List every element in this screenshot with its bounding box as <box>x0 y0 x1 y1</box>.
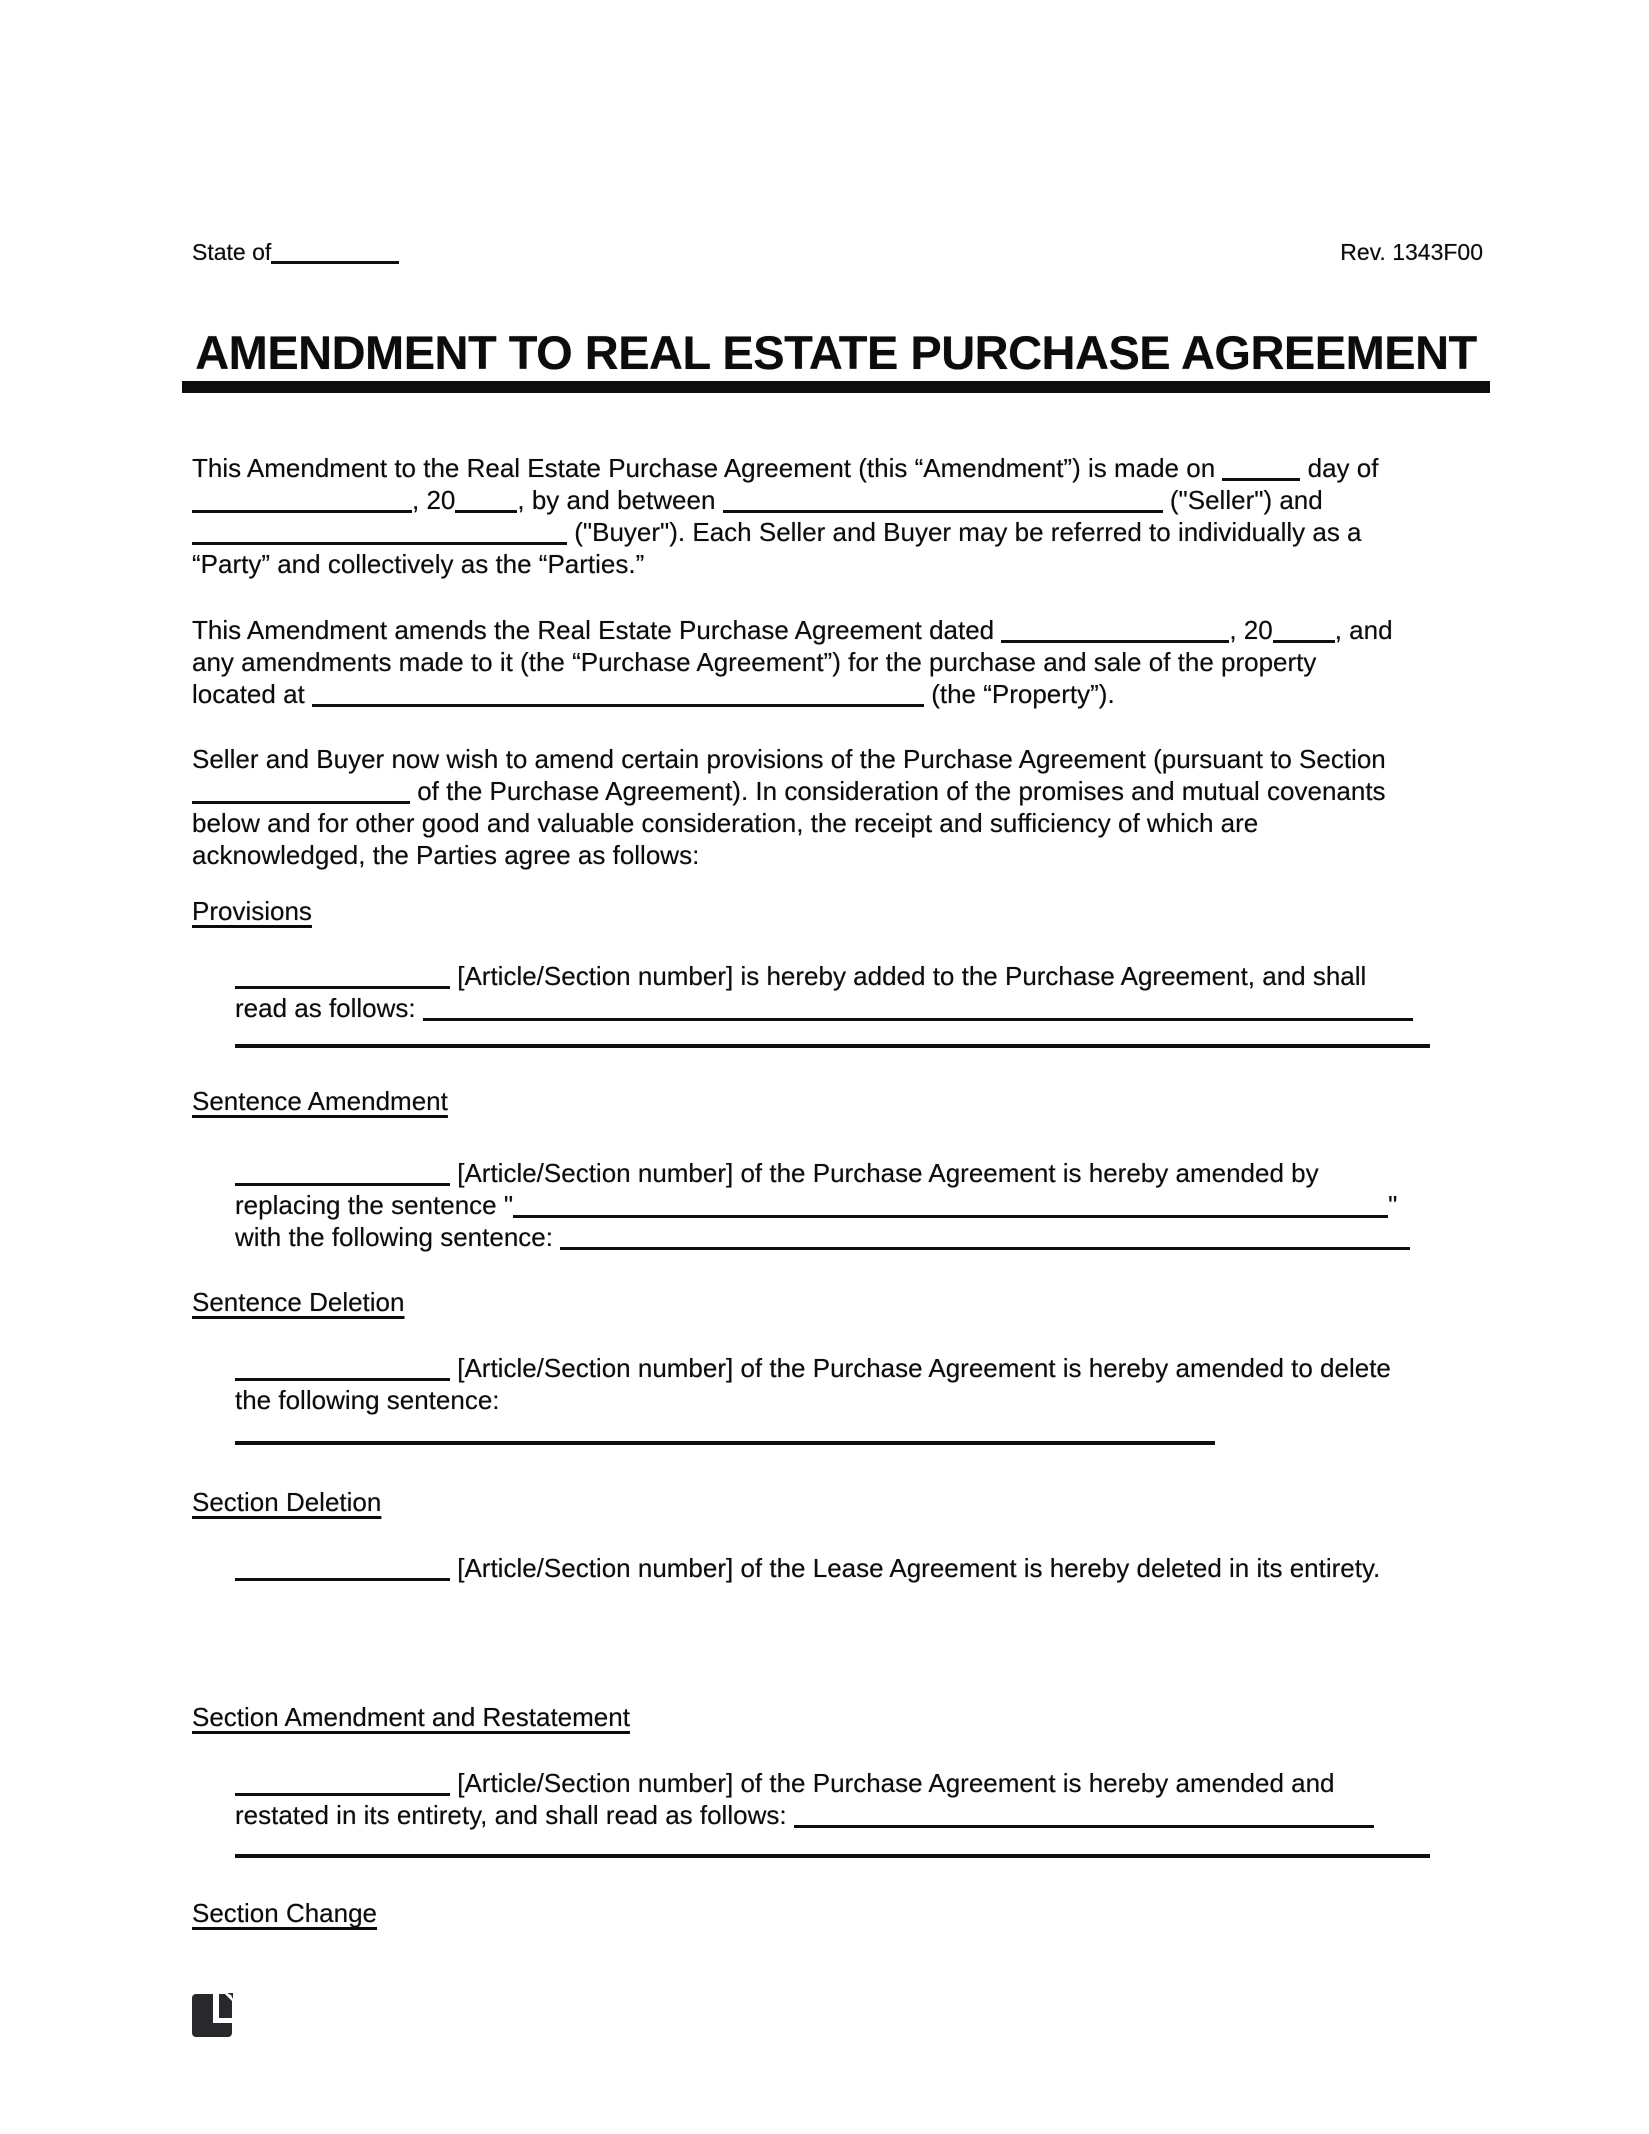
paragraph-line <box>192 743 1386 775</box>
paragraph-line <box>192 646 1393 678</box>
paragraph-line <box>192 548 1378 580</box>
text-run: located at <box>192 679 312 709</box>
text-run: ("Buyer"). Each Seller and Buyer may be referred to individually as a <box>567 517 1362 547</box>
provisions-writein-line <box>235 1044 1430 1048</box>
text-run: [Article/Section number] is hereby added to the Purchase Agreement, and shall <box>450 961 1367 991</box>
text-run: restated in its entirety, and shall read as follows: <box>235 1800 794 1830</box>
section-deletion-heading: Section Deletion <box>192 1487 382 1517</box>
text-run: [Article/Section number] of the Purchase Agreement is hereby amended and <box>450 1768 1335 1798</box>
paragraph-line <box>192 775 1386 807</box>
amends-paragraph <box>192 614 1393 710</box>
section-deletion-paragraph <box>235 1552 1380 1584</box>
paragraph-line <box>235 1221 1410 1253</box>
text-run: , by and between <box>517 485 723 515</box>
paragraph-line <box>192 516 1378 548</box>
text-run: , 20 <box>1229 615 1273 645</box>
blank-fill-in-line <box>1273 630 1335 643</box>
text-run: any amendments made to it (the “Purchase Agreement”) for the purchase and sale of the property <box>192 647 1317 677</box>
state-of-label: State of <box>192 239 272 265</box>
blank-fill-in-line <box>560 1237 1410 1250</box>
text-run: replacing the sentence " <box>235 1190 514 1220</box>
text-run: “Party” and collectively as the “Parties.” <box>192 549 645 579</box>
text-run: with the following sentence: <box>235 1222 561 1252</box>
provisions-paragraph <box>235 960 1413 1024</box>
blank-fill-in-line <box>513 1205 1388 1218</box>
paragraph-line <box>235 1767 1374 1799</box>
state-of-field <box>192 238 399 266</box>
paragraph-line <box>235 992 1413 1024</box>
blank-fill-in-line <box>723 500 1163 513</box>
blank-fill-in-line <box>235 1568 450 1581</box>
text-run: " <box>1388 1190 1398 1220</box>
paragraph-line <box>235 1552 1380 1584</box>
provisions-heading: Provisions <box>192 896 312 926</box>
blank-fill-in-line <box>235 1783 450 1796</box>
sentence-deletion-heading: Sentence Deletion <box>192 1287 405 1317</box>
text-run: , 20 <box>412 485 456 515</box>
paragraph-line <box>235 1352 1391 1384</box>
paragraph-line <box>192 484 1378 516</box>
paragraph-line <box>235 960 1413 992</box>
paragraph-line <box>235 1157 1410 1189</box>
blank-fill-in-line <box>312 694 924 707</box>
intro-paragraph <box>192 452 1378 580</box>
section-change-heading: Section Change <box>192 1898 378 1928</box>
section-amendment-restatement-paragraph <box>235 1767 1374 1831</box>
sentence-amendment-heading: Sentence Amendment <box>192 1086 448 1116</box>
section-amendment-restatement-writein-line <box>235 1854 1430 1858</box>
sentence-amendment-paragraph <box>235 1157 1410 1253</box>
blank-fill-in-line <box>423 1008 1413 1021</box>
blank-fill-in-line <box>192 532 567 545</box>
paragraph-line <box>192 807 1386 839</box>
text-run: This Amendment to the Real Estate Purchase Agreement (this “Amendment”) is made on <box>192 453 1223 483</box>
blank-fill-in-line <box>235 1368 450 1381</box>
text-run: of the Purchase Agreement). In consideration of the promises and mutual covenants <box>410 776 1386 806</box>
blank-fill-in-line <box>235 976 450 989</box>
paragraph-line <box>192 614 1393 646</box>
text-run: the following sentence: <box>235 1385 500 1415</box>
paragraph-line <box>192 452 1378 484</box>
text-run: day of <box>1300 453 1379 483</box>
paragraph-line <box>192 678 1393 710</box>
blank-fill-in-line <box>235 1173 450 1186</box>
text-run: below and for other good and valuable consideration, the receipt and sufficiency of which are <box>192 808 1259 838</box>
state-blank-line <box>271 251 399 264</box>
blank-fill-in-line <box>1001 630 1229 643</box>
blank-fill-in-line <box>794 1815 1374 1828</box>
section-amendment-restatement-heading: Section Amendment and Restatement <box>192 1702 630 1732</box>
paragraph-line <box>235 1384 1391 1416</box>
revision-label: Rev. 1343F00 <box>1340 239 1483 265</box>
text-run: (the “Property”). <box>923 679 1115 709</box>
recitals-paragraph <box>192 743 1386 871</box>
paragraph-line <box>192 839 1386 871</box>
sentence-deletion-paragraph <box>235 1352 1391 1416</box>
text-run: [Article/Section number] of the Purchase Agreement is hereby amended to delete <box>450 1353 1391 1383</box>
blank-fill-in-line <box>455 500 517 513</box>
text-run: ("Seller") and <box>1162 485 1323 515</box>
blank-fill-in-line <box>1222 468 1300 481</box>
blank-fill-in-line <box>192 791 410 804</box>
sentence-deletion-writein-line <box>235 1441 1215 1445</box>
text-run: read as follows: <box>235 993 423 1023</box>
document-title: AMENDMENT TO REAL ESTATE PURCHASE AGREEMENT <box>195 326 1477 379</box>
text-run: This Amendment amends the Real Estate Purchase Agreement dated <box>192 615 1002 645</box>
blank-fill-in-line <box>192 500 412 513</box>
page-header <box>192 238 1483 266</box>
text-run: [Article/Section number] of the Purchase Agreement is hereby amended by <box>450 1158 1319 1188</box>
paragraph-line <box>235 1189 1410 1221</box>
title-rule <box>182 381 1490 393</box>
text-run: acknowledged, the Parties agree as follows: <box>192 840 700 870</box>
text-run: Seller and Buyer now wish to amend certain provisions of the Purchase Agreement (pursuant to Section <box>192 744 1386 774</box>
paragraph-line <box>235 1799 1374 1831</box>
text-run: [Article/Section number] of the Lease Agreement is hereby deleted in its entirety. <box>450 1553 1381 1583</box>
legal-templates-logo-icon <box>192 1992 234 2038</box>
text-run: , and <box>1334 615 1393 645</box>
